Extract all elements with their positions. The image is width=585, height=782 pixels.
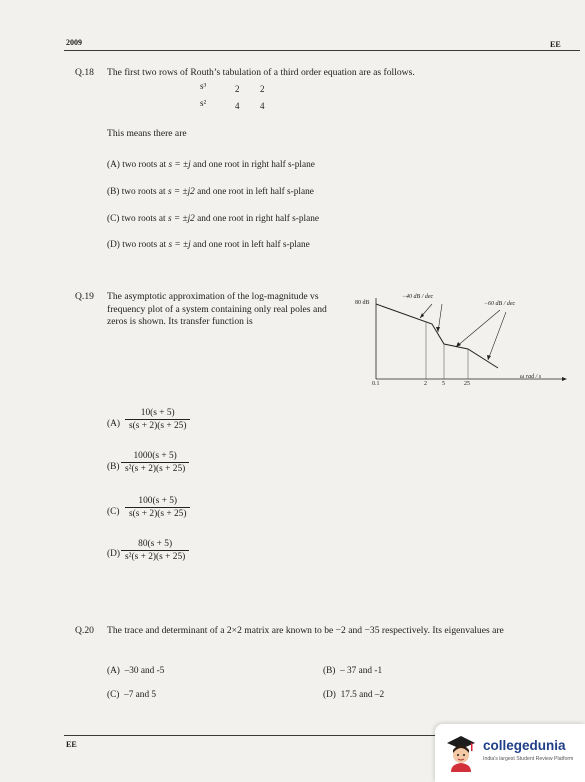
numerator: 1000(s + 5): [133, 451, 177, 461]
option-expression: s = ±j2: [167, 187, 195, 197]
routh-cell: 4: [235, 101, 240, 111]
asymptote-curve: [376, 304, 498, 368]
q20-number: Q.20: [75, 625, 94, 636]
x-axis-label: ω rad / s: [520, 374, 542, 380]
option-expression: s = ±j2: [167, 214, 195, 224]
q18-lead: This means there are: [107, 128, 187, 139]
q19-option-c-label: (C): [107, 507, 120, 517]
x-tick-label: 2: [424, 381, 427, 387]
option-label: (A) two roots at: [107, 160, 167, 170]
option-label: (D): [323, 690, 336, 700]
denominator: s²(s + 2)(s + 25): [125, 552, 186, 562]
denominator: s(s + 2)(s + 25): [129, 509, 187, 519]
watermark-brand: collegedunia: [483, 738, 566, 753]
q18-number: Q.18: [75, 67, 94, 78]
slope1-label: −40 dB / dec: [402, 294, 434, 300]
slope2-pointer: [456, 310, 500, 347]
q19-number: Q.19: [75, 291, 94, 302]
x-tick-label: 25: [464, 381, 470, 387]
numerator: 80(s + 5): [138, 539, 173, 549]
pointer-arrow-icon: [456, 342, 461, 347]
option-value: 17.5 and –2: [340, 690, 385, 700]
paper-code: EE: [550, 40, 561, 49]
x-tick-label: 0.1: [372, 381, 380, 387]
option-label: (C): [107, 690, 120, 700]
slope2-label: −60 dB / dec: [484, 301, 516, 307]
routh-power: s²: [200, 98, 207, 108]
option-label: (B): [323, 666, 336, 676]
option-text: and one root in right half s-plane: [193, 160, 315, 170]
x-axis-arrow-icon: [562, 377, 567, 381]
routh-power: s³: [200, 81, 207, 91]
slope2-pointer-2: [488, 312, 506, 360]
collegedunia-watermark: [435, 724, 585, 782]
option-expression: s = ±j: [168, 240, 191, 250]
q19-option-b[interactable]: [121, 451, 189, 474]
q18-text: The first two rows of Routh’s tabulation of a third order equation are as follows.: [107, 67, 415, 78]
q20-option-b[interactable]: [323, 666, 382, 676]
header-rule: [64, 50, 580, 51]
graduate-mascot-icon: [443, 734, 479, 774]
q19-option-c[interactable]: [125, 496, 190, 519]
bode-plot: [350, 290, 570, 390]
q18-option-a[interactable]: [107, 160, 315, 170]
option-text: and one root in left half s-plane: [193, 240, 310, 250]
option-value: – 37 and -1: [340, 666, 383, 676]
watermark-tagline: India's largest Student Review Platform: [483, 756, 574, 762]
option-expression: s = ±j: [168, 160, 191, 170]
q20-option-a[interactable]: [107, 666, 164, 676]
routh-cell: 2: [235, 84, 240, 94]
x-tick-label: 5: [442, 381, 445, 387]
q19-option-a[interactable]: [125, 408, 190, 431]
numerator: 100(s + 5): [138, 496, 178, 506]
footer-rule: [64, 735, 444, 736]
q18-option-b[interactable]: [107, 187, 314, 197]
option-value: –30 and -5: [124, 666, 165, 676]
q19-option-d[interactable]: [121, 539, 189, 562]
q20-option-d[interactable]: [323, 690, 384, 700]
q19-option-b-label: (B): [107, 462, 120, 472]
routh-cell: 4: [260, 101, 265, 111]
option-label: (A): [107, 666, 120, 676]
option-label: (B) two roots at: [107, 187, 166, 197]
q18-option-c[interactable]: [107, 214, 319, 224]
option-value: –7 and 5: [124, 690, 157, 700]
option-text: and one root in right half s-plane: [197, 214, 320, 224]
q19-text: The asymptotic approximation of the log-magnitude vs frequency plot of a system containing only real poles and zeros is shown. Its transfer function is: [107, 291, 327, 327]
exam-year: 2009: [66, 38, 82, 47]
q20-text: The trace and determinant of a 2×2 matrix are known to be −2 and −35 respectively. Its eigenvalues are: [107, 625, 504, 636]
q18-option-d[interactable]: [107, 240, 310, 250]
footer-paper-code: EE: [66, 740, 77, 749]
routh-cell: 2: [260, 84, 265, 94]
numerator: 10(s + 5): [140, 408, 175, 418]
pointer-arrow-icon: [487, 355, 491, 360]
option-label: (D) two roots at: [107, 240, 167, 250]
denominator: s(s + 2)(s + 25): [129, 421, 187, 431]
q19-option-a-label: (A): [107, 419, 121, 429]
gain-label: 80 dB: [355, 300, 370, 306]
denominator: s²(s + 2)(s + 25): [125, 464, 186, 474]
option-text: and one root in left half s-plane: [197, 187, 314, 197]
q19-option-d-label: (D): [107, 549, 121, 559]
q20-option-c[interactable]: [107, 690, 156, 700]
option-label: (C) two roots at: [107, 214, 166, 224]
